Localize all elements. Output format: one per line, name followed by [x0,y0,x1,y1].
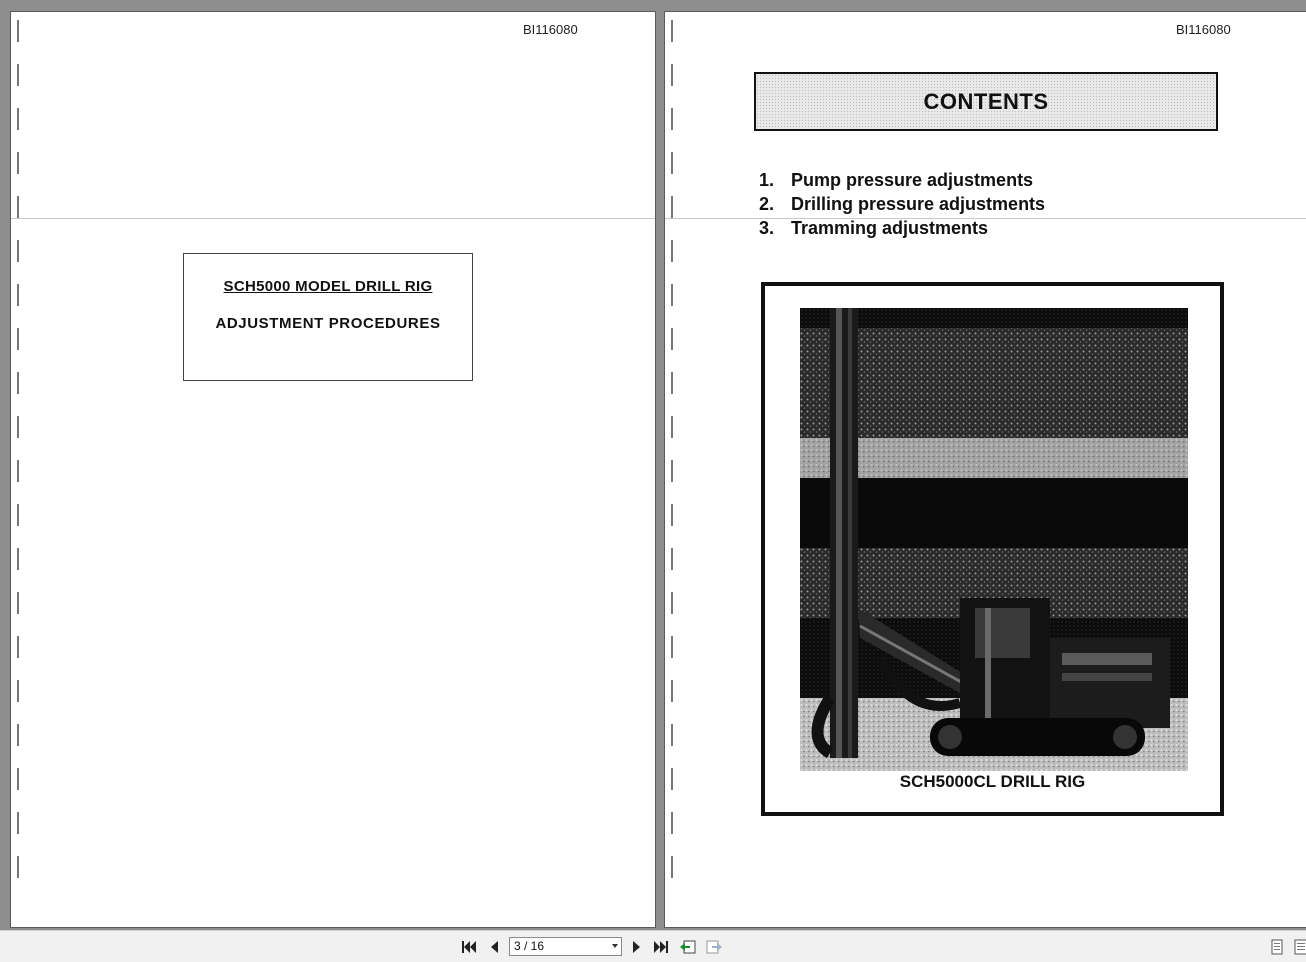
toc-number: 1. [759,170,775,190]
page-indicator: 3 / 16 [514,939,545,953]
photo-caption: SCH5000CL DRILL RIG [899,772,1086,791]
previous-page-icon[interactable] [485,938,503,956]
toc-number: 3. [759,218,775,238]
contents-heading-box [754,72,1218,131]
go-forward-icon[interactable] [705,938,723,956]
document-title: SCH5000 MODEL DRILL RIG [223,278,433,295]
binder-mark [671,196,673,218]
toc-item [759,168,1045,192]
single-page-view-icon[interactable] [1268,938,1286,956]
photo-frame [761,282,1224,816]
binder-mark [17,548,19,570]
next-page-icon[interactable] [628,938,646,956]
binder-mark [17,108,19,130]
toc-label: Pump pressure adjustments [791,170,1034,190]
binder-mark [17,724,19,746]
binder-mark [17,812,19,834]
page-number-select[interactable] [509,937,622,956]
document-id: BI116080 [523,22,578,37]
last-page-icon[interactable] [652,938,670,956]
toc-label: Drilling pressure adjustments [791,194,1046,214]
binder-mark [17,416,19,438]
first-page-icon[interactable] [460,938,478,956]
toc-item [759,216,1045,240]
binder-mark [671,372,673,394]
binder-mark [17,372,19,394]
toc-label: Tramming adjustments [791,218,989,238]
binder-mark [671,328,673,350]
binder-mark [17,328,19,350]
binder-mark [671,636,673,658]
binder-mark [671,460,673,482]
binder-mark [671,416,673,438]
binder-mark [17,284,19,306]
binder-mark [671,812,673,834]
binder-mark [17,768,19,790]
drill-rig-photo [800,308,1188,771]
document-page-right [665,12,1306,927]
toc-item [759,192,1045,216]
binder-mark [671,768,673,790]
binder-mark [671,548,673,570]
binder-mark [671,284,673,306]
binder-mark [671,504,673,526]
document-id: BI116080 [1176,22,1231,37]
binder-marks [17,12,25,927]
contents-heading: CONTENTS [923,88,1049,114]
binder-mark [17,64,19,86]
binder-mark [671,108,673,130]
table-of-contents [759,168,1045,240]
binder-mark [671,20,673,42]
binder-mark [17,196,19,218]
binder-mark [671,152,673,174]
binder-mark [17,240,19,262]
binder-mark [671,240,673,262]
binder-mark [671,856,673,878]
binder-mark [17,636,19,658]
document-page-left [11,12,655,927]
document-subtitle: ADJUSTMENT PROCEDURES [215,315,441,332]
go-back-icon[interactable] [679,938,697,956]
binder-mark [17,680,19,702]
binder-mark [671,680,673,702]
binder-mark [671,592,673,614]
binder-mark [17,504,19,526]
viewer-toolbar [0,930,1306,962]
binder-mark [17,856,19,878]
binder-marks [671,12,679,927]
toc-number: 2. [759,194,775,214]
binder-mark [17,592,19,614]
binder-mark [671,64,673,86]
two-page-view-icon[interactable] [1292,938,1306,956]
title-box [183,253,473,381]
page-fold-line [11,218,655,219]
chevron-down-icon [612,944,618,948]
binder-mark [17,460,19,482]
binder-mark [17,20,19,42]
binder-mark [671,724,673,746]
binder-mark [17,152,19,174]
